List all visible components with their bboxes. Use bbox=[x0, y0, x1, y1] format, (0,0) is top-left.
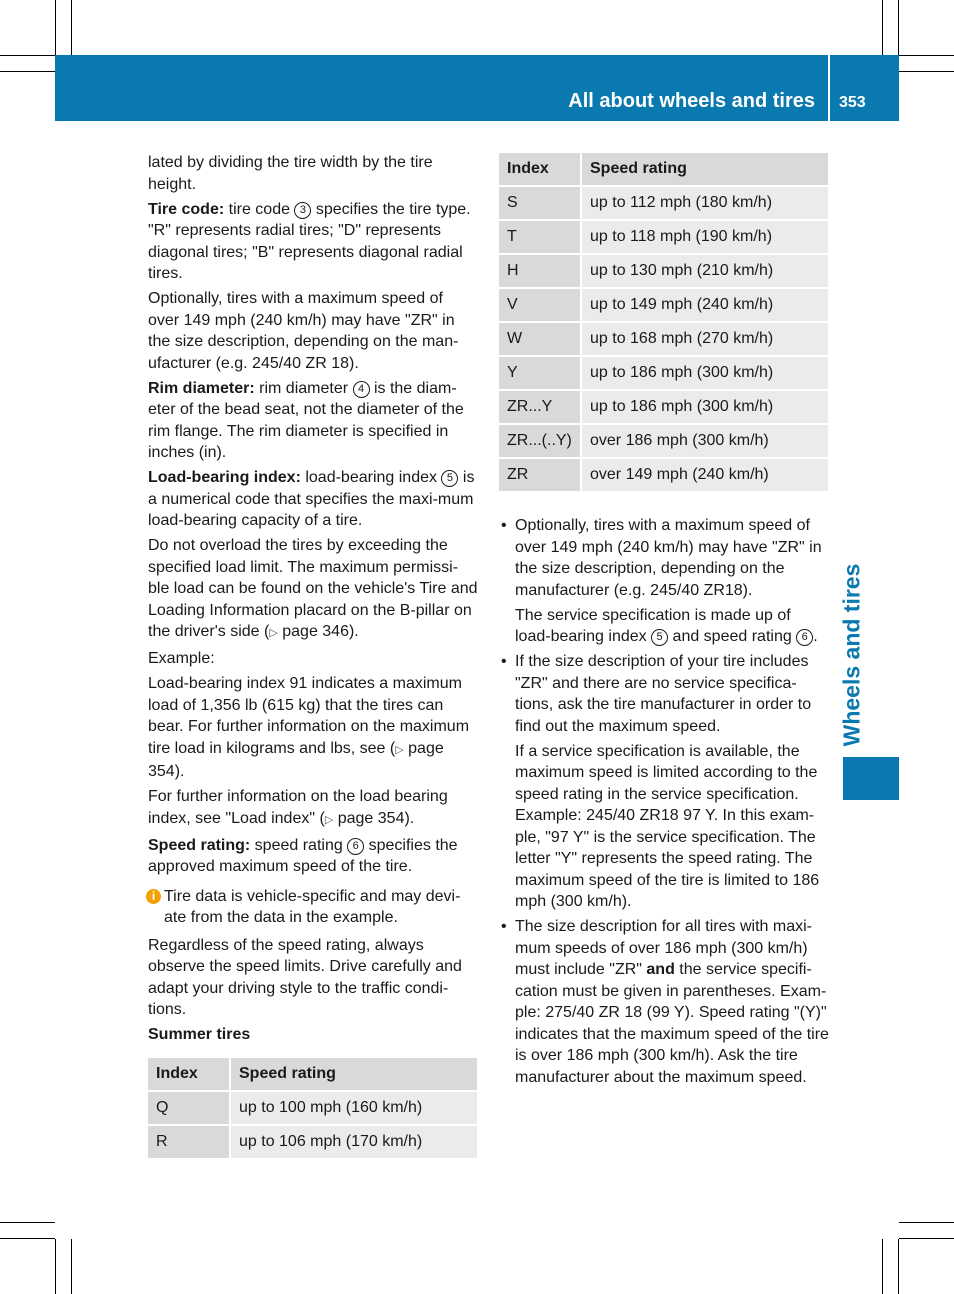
speed-cell: up to 186 mph (300 km/h) bbox=[581, 390, 828, 424]
index-cell: H bbox=[499, 254, 581, 288]
page-number: 353 bbox=[839, 94, 866, 111]
info-text: Tire data is vehicle-specific and may devi-ate from the data in the example. bbox=[164, 887, 461, 926]
column-header: Index bbox=[499, 153, 581, 186]
table-row bbox=[148, 1091, 477, 1125]
speed-cell: over 186 mph (300 km/h) bbox=[581, 424, 828, 458]
page-ref-arrow-icon: ▷ bbox=[395, 743, 404, 756]
callout-number: 4 bbox=[353, 381, 370, 398]
index-cell: W bbox=[499, 322, 581, 356]
callout-number: 6 bbox=[796, 629, 813, 646]
page-reference-link[interactable]: page 346). bbox=[277, 623, 359, 640]
index-cell: R bbox=[148, 1125, 230, 1159]
table-header-row bbox=[499, 153, 828, 186]
index-cell: Y bbox=[499, 356, 581, 390]
table-header-row bbox=[148, 1058, 477, 1091]
bullet-item: • The size description for all tires with maxi-mum speeds of over 186 mph (300 km/h) must include "ZR" and the service specifi-cation must be given in parentheses. Exam-ple: 275/40 ZR 18 (99 Y). Speed rating "(Y)" indicates that the maximum speed of the tire is over 186 mph (300 km/h). Ask the tire manufacturer about the maximum speed. bbox=[499, 916, 829, 1088]
column-header: Index bbox=[148, 1058, 230, 1091]
page-reference-link[interactable]: page 354). bbox=[333, 809, 415, 827]
paragraph: Rim diameter: rim diameter 4 is the diam-eter of the bead seat, not the diameter of the rim flange. The rim diameter is specified in inches (in). bbox=[148, 379, 464, 461]
page-reference-link[interactable]: page 354). bbox=[148, 739, 444, 780]
table-row bbox=[499, 390, 828, 424]
paragraph: For further information on the load bearing index, see "Load index" (▷ page 354). bbox=[148, 788, 448, 827]
index-cell: Q bbox=[148, 1091, 230, 1125]
callout-number: 5 bbox=[651, 629, 668, 646]
speed-cell: up to 186 mph (300 km/h) bbox=[581, 356, 828, 390]
speed-rating-table bbox=[499, 153, 828, 493]
section-title: All about wheels and tires bbox=[568, 90, 815, 112]
crop-mark bbox=[71, 0, 72, 55]
paragraph: Tire code: tire code 3 specifies the tire type. "R" represents radial tires; "D" represents diagonal tires; "B" represents diagonal radial tires. bbox=[148, 200, 471, 282]
callout-number: 3 bbox=[294, 202, 311, 219]
paragraph: Example: bbox=[148, 650, 215, 667]
bullet-subparagraph: If a service specification is available, the maximum speed is limited according to the speed rating in the service specification. Example: 245/40 ZR18 97 Y. In this exam-ple, "97 Y" is the service specification. The letter "Y" represents the speed rating. The maximum speed of the tire is limited to 186 mph (300 km/h). bbox=[515, 742, 820, 910]
table-row bbox=[499, 220, 828, 254]
index-cell: ZR bbox=[499, 458, 581, 492]
table-row bbox=[499, 322, 828, 356]
paragraph: Load-bearing index 91 indicates a maximum load of 1,356 lb (615 kg) that the tires can bear. For further information on the maximum tire load in kilograms and lbs, see (▷ page 354). bbox=[148, 675, 470, 780]
crop-mark bbox=[0, 71, 55, 72]
paragraph: Do not overload the tires by exceeding the specified load limit. The maximum permissi-ble load can be found on the vehicle's Tire and Loading Information placard on the B-pillar on the driver's side (▷ page 346). bbox=[148, 537, 478, 640]
index-cell: V bbox=[499, 288, 581, 322]
table-row bbox=[499, 288, 828, 322]
term: Speed rating: bbox=[148, 836, 251, 854]
chapter-tab-label: Wheels and tires bbox=[838, 563, 865, 747]
chapter-tab bbox=[822, 560, 882, 750]
crop-mark bbox=[899, 71, 954, 72]
right-column bbox=[499, 153, 829, 1092]
bullet-item: • If the size description of your tire includes "ZR" and there are no service specifica-tions, ask the tire manufacturer in order to find out the maximum speed. bbox=[499, 651, 829, 737]
index-cell: ZR...(..Y) bbox=[499, 424, 581, 458]
crop-mark bbox=[71, 1239, 72, 1294]
term: Rim diameter: bbox=[148, 379, 255, 397]
table-row bbox=[499, 254, 828, 288]
left-column bbox=[148, 152, 478, 1160]
table-row bbox=[499, 424, 828, 458]
crop-mark bbox=[898, 0, 899, 55]
paragraph: Speed rating: speed rating 6 specifies the approved maximum speed of the tire. bbox=[148, 836, 458, 875]
speed-cell: up to 100 mph (160 km/h) bbox=[230, 1091, 477, 1125]
page-ref-arrow-icon: ▷ bbox=[269, 627, 278, 639]
table-row bbox=[499, 458, 828, 492]
index-cell: S bbox=[499, 186, 581, 220]
crop-mark bbox=[0, 1238, 55, 1239]
page-header bbox=[55, 55, 899, 121]
table-row bbox=[148, 1125, 477, 1159]
bullet-subparagraph: The service specification is made up of load-bearing index 5 and speed rating 6 . bbox=[515, 606, 818, 645]
term: Tire code: bbox=[148, 200, 225, 218]
crop-mark bbox=[55, 1239, 56, 1294]
column-header: Speed rating bbox=[230, 1058, 477, 1091]
crop-mark bbox=[882, 1239, 883, 1294]
speed-rating-table bbox=[148, 1058, 477, 1160]
speed-cell: over 149 mph (240 km/h) bbox=[581, 458, 828, 492]
callout-number: 6 bbox=[347, 838, 364, 855]
index-cell: ZR...Y bbox=[499, 390, 581, 424]
table-row bbox=[499, 356, 828, 390]
crop-mark bbox=[898, 1239, 899, 1294]
header-divider bbox=[828, 55, 830, 121]
speed-cell: up to 112 mph (180 km/h) bbox=[581, 186, 828, 220]
speed-cell: up to 106 mph (170 km/h) bbox=[230, 1125, 477, 1159]
crop-mark bbox=[55, 0, 56, 55]
paragraph: lated by dividing the tire width by the tire height. bbox=[148, 154, 433, 193]
info-note bbox=[148, 886, 478, 929]
speed-cell: up to 130 mph (210 km/h) bbox=[581, 254, 828, 288]
crop-mark bbox=[899, 55, 954, 56]
callout-number: 5 bbox=[441, 470, 458, 487]
page-ref-arrow-icon: ▷ bbox=[324, 813, 334, 826]
crop-mark bbox=[899, 1238, 954, 1239]
speed-cell: up to 168 mph (270 km/h) bbox=[581, 322, 828, 356]
paragraph: Optionally, tires with a maximum speed of over 149 mph (240 km/h) may have "ZR" in the size description, depending on the man-ufacturer (e.g. 245/40 ZR 18). bbox=[148, 290, 459, 372]
crop-mark bbox=[882, 0, 883, 55]
paragraph: Load-bearing index: load-bearing index 5 is a numerical code that specifies the maxi-mum load-bearing capacity of a tire. bbox=[148, 469, 475, 529]
term: Load-bearing index: bbox=[148, 469, 301, 486]
crop-mark bbox=[0, 55, 55, 56]
chapter-tab-marker bbox=[843, 757, 899, 800]
crop-mark bbox=[0, 1222, 55, 1223]
index-cell: T bbox=[499, 220, 581, 254]
speed-cell: up to 118 mph (190 km/h) bbox=[581, 220, 828, 254]
table-caption: Summer tires bbox=[148, 1026, 251, 1043]
info-icon: i bbox=[146, 889, 161, 904]
bullet-item: • Optionally, tires with a maximum speed of over 149 mph (240 km/h) may have "ZR" in the size description, depending on the manufacturer (e.g. 245/40 ZR18). bbox=[499, 515, 829, 601]
table-row bbox=[499, 186, 828, 220]
speed-cell: up to 149 mph (240 km/h) bbox=[581, 288, 828, 322]
paragraph: Regardless of the speed rating, always observe the speed limits. Drive carefully and adapt your driving style to the traffic condi-tions. bbox=[148, 936, 462, 1018]
crop-mark bbox=[899, 1222, 954, 1223]
column-header: Speed rating bbox=[581, 153, 828, 186]
